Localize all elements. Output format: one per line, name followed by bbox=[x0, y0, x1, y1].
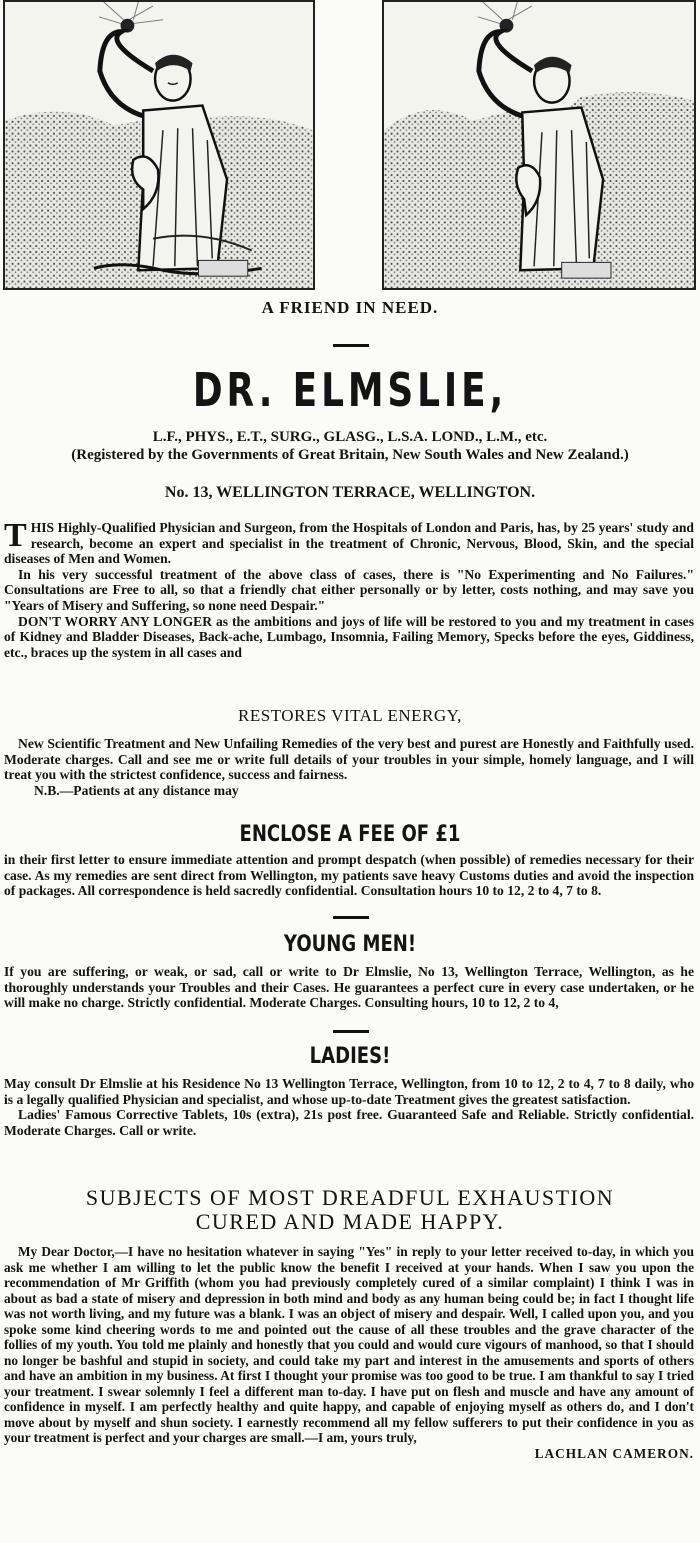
testimonial-letter bbox=[4, 1244, 694, 1461]
illustration-left bbox=[3, 0, 315, 290]
woman-holding-lamp-illustration bbox=[384, 2, 694, 288]
divider bbox=[333, 344, 369, 347]
doctor-name: DR. ELMSLIE, bbox=[192, 363, 508, 417]
tablets-paragraph: Ladies' Famous Corrective Tablets, 10s (extra), 21s post free. Guaranteed Safe and Reliable. Strictly confidential. Moderate Charges. Call or write. bbox=[4, 1107, 694, 1138]
credentials-line-2: (Registered by the Governments of Great Britain, New South Wales and New Zealand.) bbox=[71, 447, 629, 463]
intro-paragraph bbox=[4, 517, 694, 567]
letter-text: My Dear Doctor,—I have no hesitation whatever in saying "Yes" in reply to your letter received to-day, in which you ask me whether I am willing to let the public know the benefit I received at your hands. When I saw you upon the recommendation of Mr Griffith (whom you had previously completely cured of a similar complaint) I think I was in about as bad a state of misery and depression in both mind and body as any human being could be; in fact I thought life was not worth living, and my future was a blank. I was an object of misery and despair. Well, I called upon you, and you spoke some kind cheering words to me and pointed out the cause of all these troubles and the grave character of the follies of my youth. You told me plainly and honestly that you could and would cure vigours of manhood, so that I should no longer be bashful and stupid in society, and could take my part and interest in the amusements and sports of others and have an ambition in my business. At first I thought your promise was too good to be true. I am thankful to say I tried your treatment. I swear solemnly I feel a different man to-day. I have put on flesh and muscle and have any amount of confidence in myself. I am perfectly healthy and quite happy, and capable of enjoying myself as others do, and I don't move about by myself and shun society. I earnestly recommend all my fellow sufferers to put their confidence in you as your treatment is perfect and your charges are small.—I am, yours truly, bbox=[4, 1244, 694, 1445]
ladies-section bbox=[4, 1076, 694, 1138]
heading-young-men: YOUNG MEN! bbox=[283, 932, 417, 957]
illustration-right bbox=[382, 0, 696, 290]
heading-ladies: LADIES! bbox=[309, 1044, 391, 1069]
divider bbox=[333, 1030, 369, 1033]
intro-section bbox=[4, 517, 694, 660]
treatment-paragraph: In his very successful treatment of the above class of cases, there is "No Experimenting and No Failures." Consultations are Free to all, so that a friendly chat either personally or by letter, costs nothing, and may save you "Years of Misery and Suffering, so none need Despair." bbox=[4, 566, 694, 613]
ladies-paragraph: May consult Dr Elmslie at his Residence No 13 Wellington Terrace, Wellington, from 10 to 12, 2 to 4, 7 to 8 daily, who is a legally qualified Physician and specialist, and whose up-to-date Treatment gives the greatest satisfaction. bbox=[4, 1076, 694, 1107]
nb-paragraph: N.B.—Patients at any distance may bbox=[34, 782, 239, 798]
drop-cap: T bbox=[4, 517, 27, 554]
young-men-paragraph: If you are suffering, or weak, or sad, call or write to Dr Elmslie, No 13, Wellington Terrace, Wellington, as he thoroughly understands your Troubles and their Cases. He guarantees a perfect cure in every case undertaken, or he will make no charge. Strictly confidential. Moderate Charges. Consulting hours, 10 to 12, 2 to 4, bbox=[4, 964, 694, 1011]
tagline: A FRIEND IN NEED. bbox=[261, 298, 439, 317]
signature: LACHLAN CAMERON. bbox=[534, 1445, 694, 1461]
heading-subjects bbox=[0, 1186, 700, 1234]
young-men-section bbox=[4, 964, 694, 1011]
scientific-section bbox=[4, 736, 694, 798]
heading-subjects-line-1: SUBJECTS OF MOST DREADFUL EXHAUSTION bbox=[85, 1185, 615, 1210]
scientific-paragraph: New Scientific Treatment and New Unfailing Remedies of the very best and purest are Honestly and Faithfully used. Moderate charges. Call and see me or write full details of your troubles in your simple, homely language, and I will treat you with the strictest confidence, success and fairness. bbox=[4, 736, 694, 783]
credentials-line-1: L.F., PHYS., E.T., SURG., GLASG., L.S.A. LOND., L.M., etc. bbox=[152, 429, 548, 445]
woman-holding-lamp-illustration bbox=[5, 2, 313, 288]
address: No. 13, WELLINGTON TERRACE, WELLINGTON. bbox=[164, 484, 536, 501]
credentials bbox=[10, 428, 690, 464]
heading-restores: RESTORES VITAL ENERGY, bbox=[238, 706, 462, 725]
fee-paragraph: in their first letter to ensure immediate attention and prompt despatch (when possible) of remedies necessary for their case. As my remedies are sent direct from Wellington, my patients save heavy Customs duties and avoid the inspection of packages. All correspondence is held sacredly confidential. Consultation hours 10 to 12, 2 to 4, 7 to 8. bbox=[4, 852, 694, 899]
heading-fee: ENCLOSE A FEE OF £1 bbox=[239, 822, 461, 847]
intro-text: HIS Highly-Qualified Physician and Surgeon, from the Hospitals of London and Paris, has, by 25 years' study and research, become an expert and specialist in the treatment of Chronic, Nervous, Blood, Skin, and the special diseases of Men and Women. bbox=[4, 520, 694, 567]
heading-subjects-line-2: CURED AND MADE HAPPY. bbox=[195, 1209, 505, 1234]
worry-paragraph: DON'T WORRY ANY LONGER as the ambitions and joys of life will be restored to you and my treatment in cases of Kidney and Bladder Diseases, Back-ache, Lumbago, Insomnia, Failing Memory, Specks before the eyes, Giddiness, etc., braces up the system in all cases and bbox=[4, 613, 694, 660]
fee-section bbox=[4, 852, 694, 899]
divider bbox=[333, 916, 369, 919]
